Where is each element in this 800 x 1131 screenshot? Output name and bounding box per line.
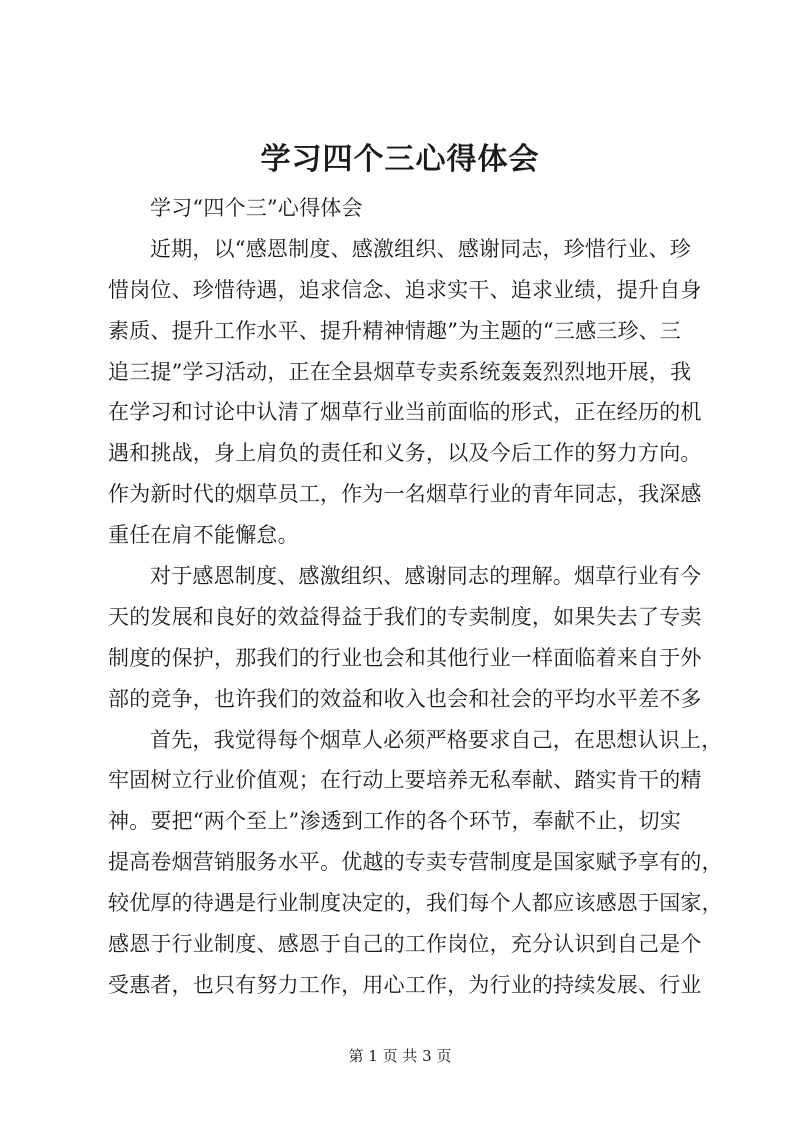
paragraph-line: 遇和挑战，身上肩负的责任和义务，以及今后工作的努力方向。: [108, 441, 702, 466]
paragraph-line: 较优厚的待遇是行业制度决定的，我们每个人都应该感恩于国家，: [108, 891, 723, 916]
paragraph-line: 近期，以“感恩制度、感激组织、感谢同志，珍惜行业、珍: [150, 236, 691, 261]
page-number-footer: 第 1 页 共 3 页: [348, 1047, 452, 1065]
paragraph-line: 惜岗位、珍惜待遇，追求信念、追求实干、追求业绩，提升自身: [108, 277, 702, 302]
paragraph-line: 牢固树立行业价值观；在行动上要培养无私奉献、踏实肯干的精: [108, 768, 702, 793]
paragraph-line: 追三提”学习活动，正在全县烟草专卖系统轰轰烈烈地开展，我: [108, 359, 692, 384]
paragraph-line: 制度的保护，那我们的行业也会和其他行业一样面临着来自于外: [108, 645, 702, 670]
paragraph-3: [108, 720, 723, 1006]
paragraph-line: 提高卷烟营销服务水平。优越的专卖专营制度是国家赋予享有的，: [108, 850, 723, 875]
document-subtitle: 学习“四个三”心得体会: [150, 196, 363, 220]
paragraph-line: 感恩于行业制度、感恩于自己的工作岗位，充分认识到自己是个: [108, 932, 702, 957]
paragraph-line: 对于感恩制度、感激组织、感谢同志的理解。烟草行业有今: [150, 564, 702, 589]
paragraph-line: 天的发展和良好的效益得益于我们的专卖制度，如果失去了专卖: [108, 604, 702, 629]
paragraph-1: [108, 229, 708, 556]
paragraph-line: 受惠者，也只有努力工作，用心工作，为行业的持续发展、行业: [108, 972, 702, 997]
document-title: 学习四个三心得体会: [260, 142, 540, 177]
paragraph-line: 素质、提升工作水平、提升精神情趣”为主题的“三感三珍、三: [108, 318, 682, 343]
paragraph-line: 在学习和讨论中认清了烟草行业当前面临的形式，正在经历的机: [108, 400, 702, 425]
paragraph-line: 首先，我觉得每个烟草人必须严格要求自己，在思想认识上，: [150, 727, 723, 752]
paragraph-line: 作为新时代的烟草员工，作为一名烟草行业的青年同志，我深感: [108, 482, 702, 507]
paragraph-line: 部的竞争，也许我们的效益和收入也会和社会的平均水平差不多: [108, 686, 702, 711]
document-body: [108, 188, 723, 1006]
paragraph-2: [108, 556, 708, 720]
paragraph-line: 神。要把“两个至上”渗透到工作的各个环节，奉献不止，切实: [108, 809, 682, 834]
paragraph-line: 重任在肩不能懈怠。: [108, 523, 299, 548]
